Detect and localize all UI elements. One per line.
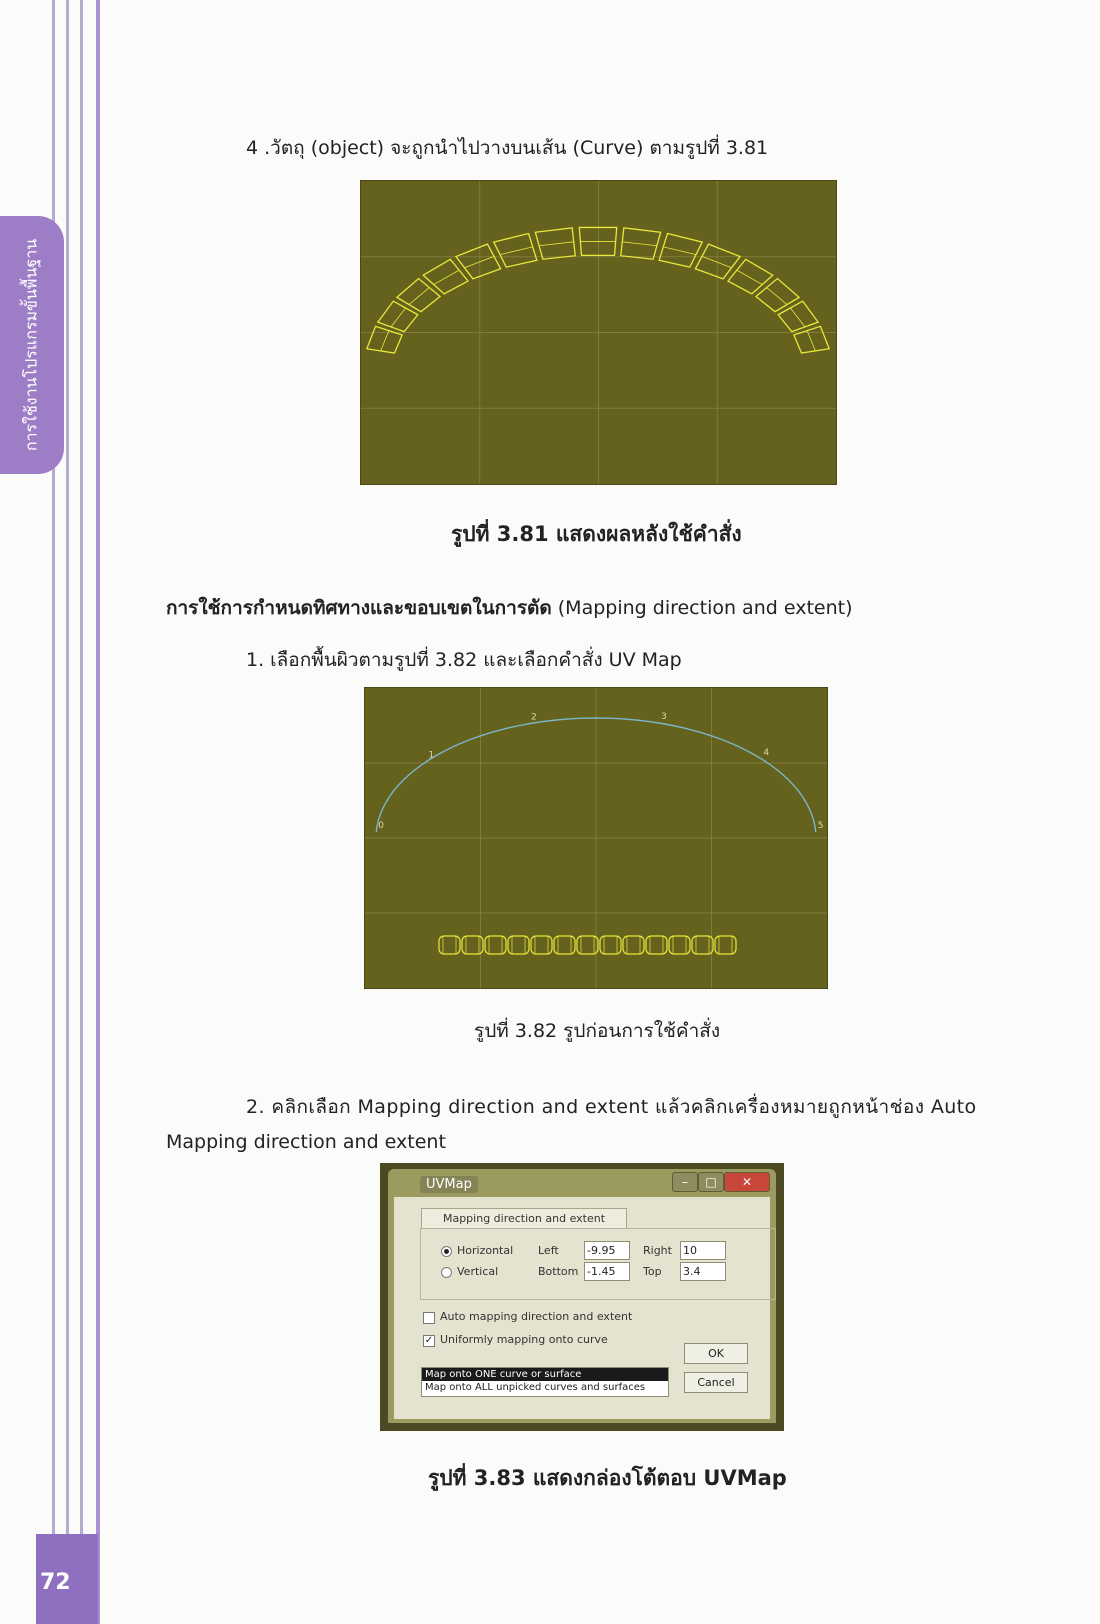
chapter-tab (0, 216, 64, 474)
top-field[interactable]: 3.4 (680, 1262, 726, 1281)
wire-segment (508, 936, 529, 954)
wire-segment (692, 936, 713, 954)
figure-382-viewport (364, 687, 828, 989)
label-right: Right (643, 1244, 672, 1257)
wire-segment (623, 936, 644, 954)
close-button[interactable]: ✕ (724, 1172, 770, 1192)
list-item[interactable]: Map onto ALL unpicked curves and surfaces (425, 1382, 646, 1393)
wire-segment-line (539, 242, 574, 246)
control-point-label: 5 (817, 821, 824, 832)
label-bottom: Bottom (538, 1265, 579, 1278)
wire-segment (462, 936, 483, 954)
section-heading-en: (Mapping direction and extent) (557, 597, 853, 619)
step2-line1: 2. คลิกเลือก Mapping direction and extent แล้วคลิกเครื่องหมายถูกหน้าช่อง Auto (246, 1096, 977, 1118)
wire-segment-line (790, 308, 805, 327)
maximize-button[interactable]: □ (698, 1172, 724, 1192)
figure-382-caption: รูปที่ 3.82 รูปก่อนการใช้คำสั่ง (474, 1020, 721, 1042)
uniform-mapping-label: Uniformly mapping onto curve (440, 1333, 608, 1346)
wire-segment (669, 936, 690, 954)
wire-segment-line (807, 331, 815, 351)
control-point-label: 0 (378, 821, 385, 832)
wire-segment-line (464, 256, 494, 267)
margin-rule (66, 0, 69, 1624)
wire-segment (439, 936, 460, 954)
wire-segment (600, 936, 621, 954)
wire-segment-line (767, 288, 787, 305)
margin-rule (80, 0, 83, 1624)
wire-segment-line (381, 331, 389, 351)
label-top: Top (643, 1265, 662, 1278)
left-field[interactable]: -9.95 (584, 1241, 630, 1260)
figure-382-drawing (365, 688, 827, 988)
step4-text: 4 .วัตถุ (object) จะถูกนำไปวางบนเส้น (Curve) ตามรูปที่ 3.81 (246, 137, 769, 159)
wire-segment-line (737, 270, 762, 284)
section-heading (166, 593, 853, 623)
radio-vertical[interactable] (441, 1267, 452, 1278)
step2-line2: Mapping direction and extent (166, 1131, 446, 1153)
auto-mapping-label: Auto mapping direction and extent (440, 1310, 633, 1323)
wire-segment (715, 936, 736, 954)
wire-segment (659, 233, 702, 267)
section-heading-th: การใช้การกำหนดทิศทางและขอบเขตในการตัด (166, 597, 552, 619)
page-number-box (36, 1534, 98, 1624)
dialog-title: UVMap (420, 1176, 478, 1193)
wire-segment (646, 936, 667, 954)
wire-segment-line (409, 288, 429, 305)
wire-segment-line (434, 270, 459, 284)
right-field[interactable]: 10 (680, 1241, 726, 1260)
control-point-label: 4 (763, 747, 770, 758)
wire-segment (577, 936, 598, 954)
bottom-field[interactable]: -1.45 (584, 1262, 630, 1281)
margin-rule (96, 0, 100, 1624)
uniform-mapping-checkbox[interactable]: ✓ (424, 1335, 434, 1346)
label-left: Left (538, 1244, 559, 1257)
page-number: 72 (40, 1570, 71, 1595)
control-point-label: 3 (661, 712, 667, 723)
figure-381-caption: รูปที่ 3.81 แสดงผลหลังใช้คำสั่ง (451, 522, 742, 546)
wire-segment-line (622, 242, 657, 246)
radio-horizontal-label: Horizontal (457, 1244, 514, 1257)
control-point-label: 1 (428, 750, 435, 761)
figure-381-viewport (360, 180, 837, 485)
tab-mapping-direction[interactable]: Mapping direction and extent (421, 1208, 627, 1229)
wire-segment (494, 233, 537, 267)
auto-mapping-checkbox[interactable] (423, 1312, 435, 1324)
chapter-title: การใช้งานโปรแกรมขั้นพื้นฐาน (21, 238, 41, 452)
ok-button[interactable]: OK (684, 1343, 748, 1364)
wire-segment (531, 936, 552, 954)
wire-segment-line (500, 247, 533, 255)
minimize-button[interactable]: – (672, 1172, 698, 1192)
map-target-listbox[interactable] (421, 1367, 669, 1397)
wire-segment (485, 936, 506, 954)
figure-383-caption: รูปที่ 3.83 แสดงกล่องโต้ตอบ UVMap (428, 1466, 787, 1490)
wire-segment (554, 936, 575, 954)
wire-segment-line (391, 308, 406, 327)
figure-381-drawing (361, 181, 836, 484)
wire-segment (367, 326, 402, 353)
step1-text: 1. เลือกพื้นผิวตามรูปที่ 3.82 และเลือกคำสั่ง UV Map (246, 649, 682, 671)
radio-horizontal[interactable] (441, 1246, 452, 1257)
cancel-button[interactable]: Cancel (684, 1372, 748, 1393)
wire-segment (794, 326, 829, 353)
control-point-label: 2 (531, 712, 537, 723)
list-item[interactable]: Map onto ONE curve or surface (422, 1368, 668, 1381)
radio-vertical-label: Vertical (457, 1265, 499, 1278)
wire-segment-line (663, 247, 696, 255)
